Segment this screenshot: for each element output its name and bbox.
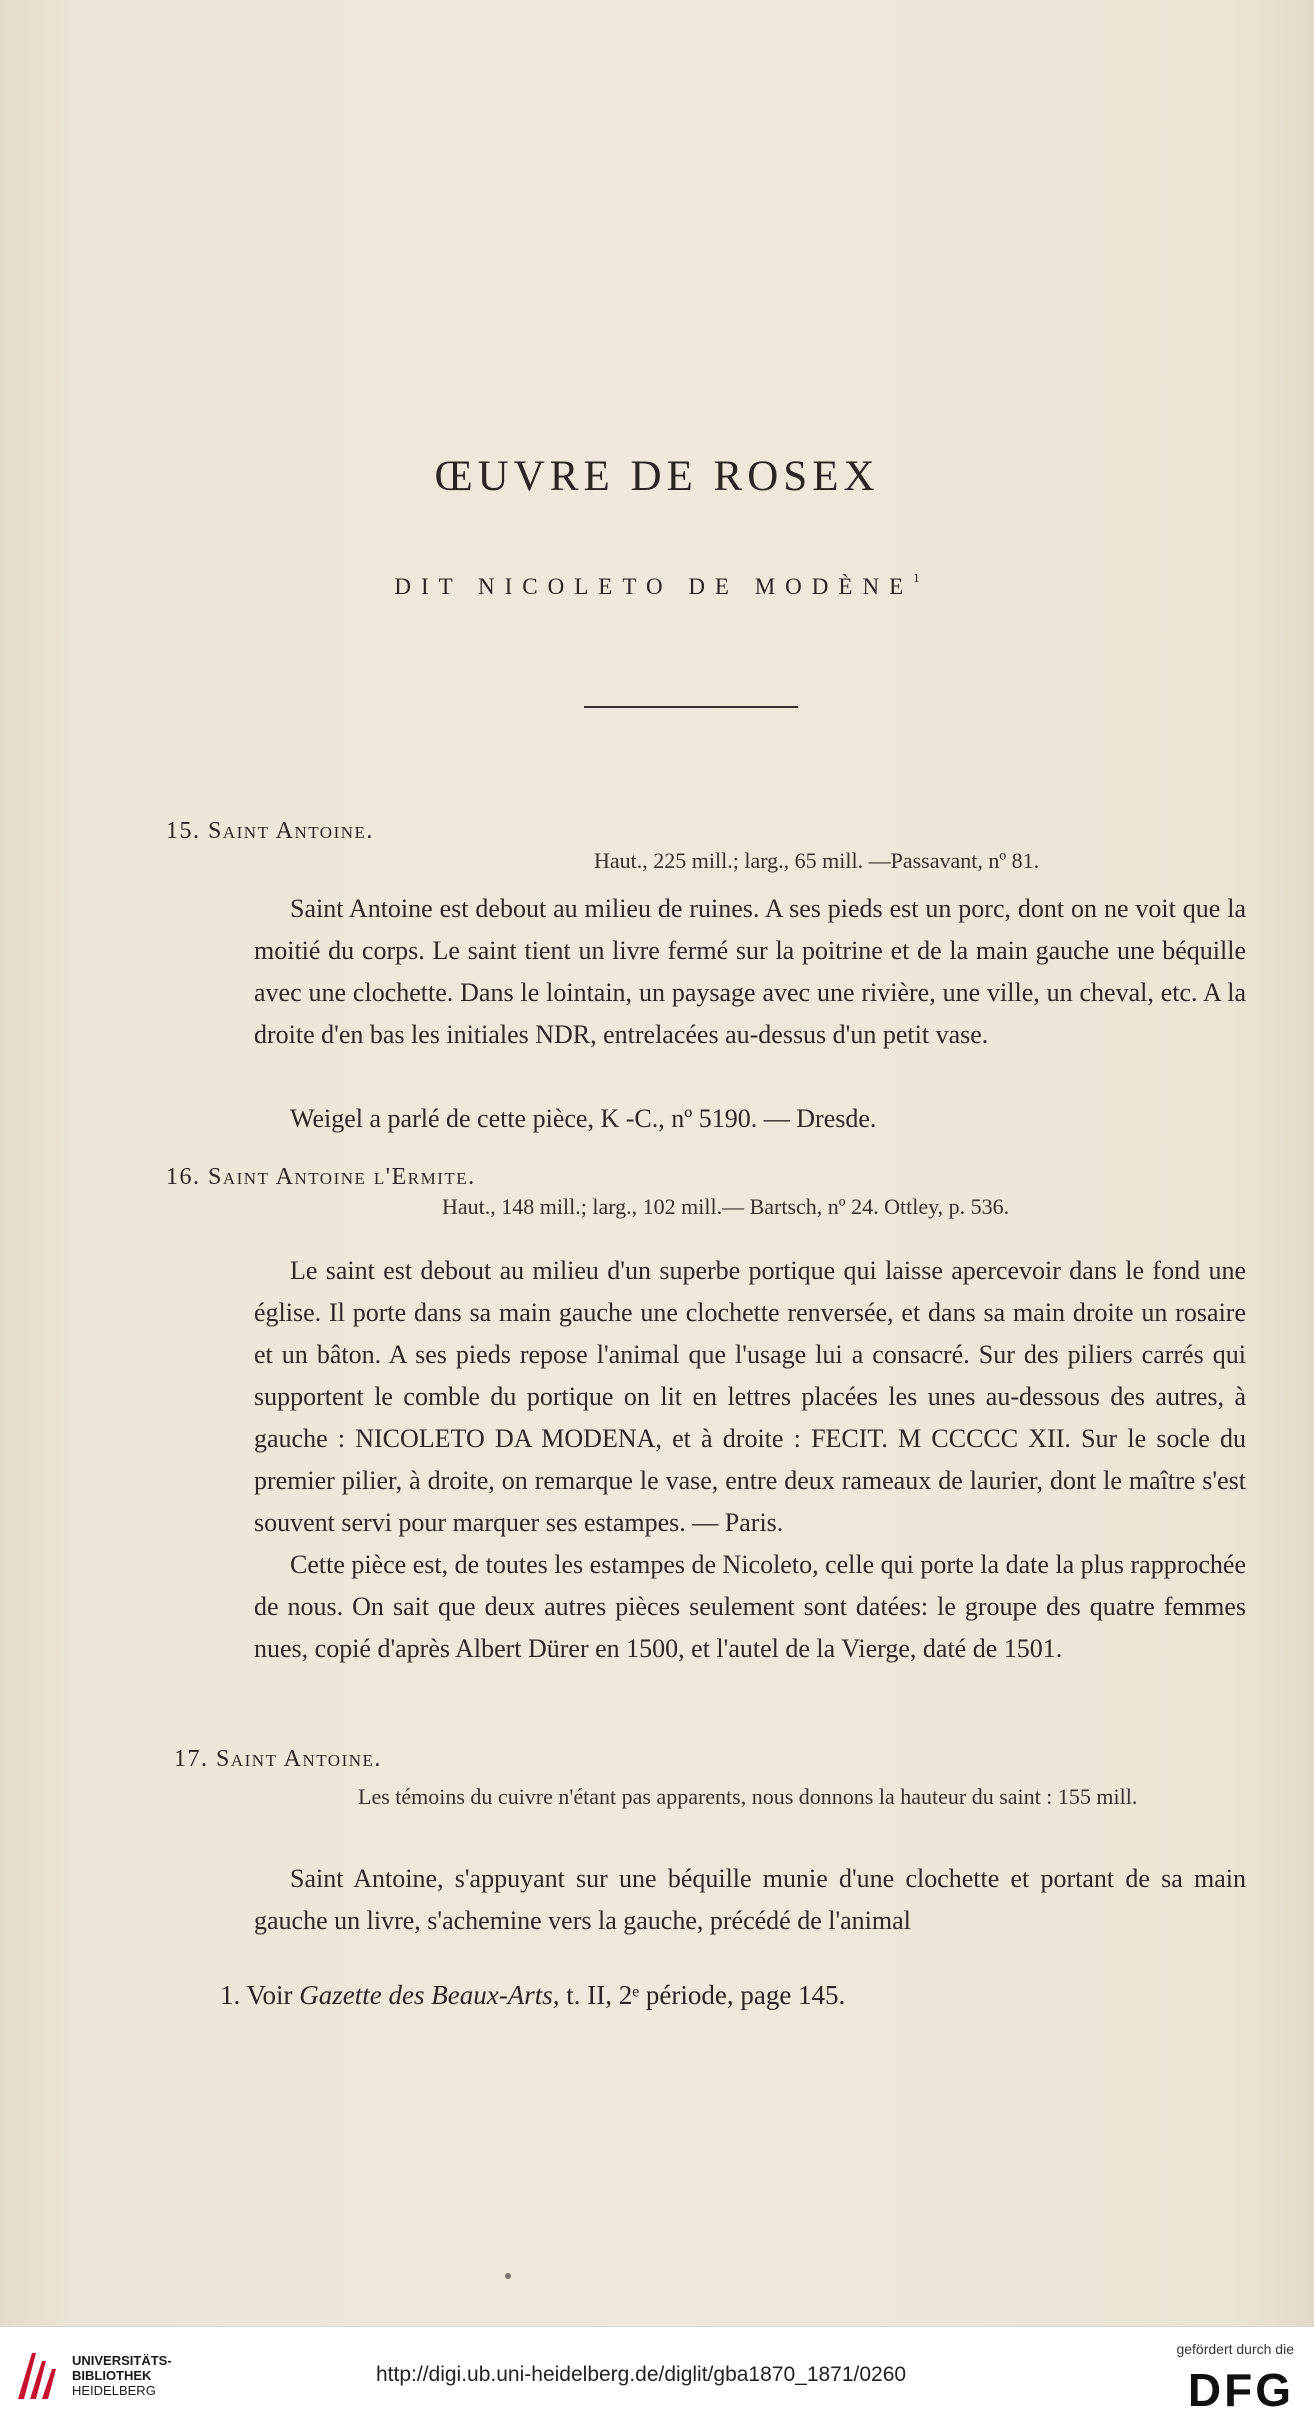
entry-meta: Haut., 225 mill.; larg., 65 mill. —Passavant, nº 81.	[594, 848, 1040, 873]
entry-meta: Haut., 148 mill.; larg., 102 mill.— Bartsch, nº 24. Ottley, p. 536.	[442, 1194, 1010, 1219]
library-name-line: UNIVERSITÄTS-	[72, 2353, 172, 2368]
footnote-journal: Gazette des Beaux-Arts,	[299, 1980, 560, 2010]
page-title: ŒUVRE DE ROSEX	[434, 453, 880, 500]
entry-paragraph: Weigel a parlé de cette pièce, K -C., nº 5190. — Dresde.	[290, 1104, 877, 1133]
entry-heading: 17. Saint Antoine.	[174, 1746, 382, 1772]
library-name-line: HEIDELBERG	[72, 2383, 156, 2398]
footnote	[220, 1980, 845, 2011]
entry-heading: 16. Saint Antoine l'Ermite.	[166, 1164, 476, 1190]
subtitle-footnote-ref: 1	[913, 570, 920, 585]
entry-heading: 15. Saint Antoine.	[166, 818, 374, 844]
funder-label: gefördert durch die	[1176, 2341, 1294, 2357]
entry-paragraph: Cette pièce est, de toutes les estampes de Nicoleto, celle qui porte la date la plus rapprochée de nous. On sait que deux autres pièces seulement sont datées: le groupe des quatre femmes nues, copié d'après Albert Dürer en 1500, et l'autel de la Vierge, daté de 1501.	[254, 1550, 1246, 1663]
subtitle-text: DIT NICOLETO DE MODÈNE	[394, 574, 914, 599]
title-divider	[584, 706, 798, 708]
page-mark	[505, 2273, 511, 2279]
entry-paragraph: Le saint est debout au milieu d'un superbe portique qui laisse apercevoir dans le fond une église. Il porte dans sa main gauche une clochette renversée, et dans sa main droite un rosaire et un bâton. A ses pieds repose l'animal que l'usage lui a consacré. Sur des piliers carrés qui supportent le comble du portique on lit en lettres placées les unes au-dessous des autres, à gauche : NICOLETO DA MODENA, et à droite : FECIT. M CCCCC XII. Sur le socle du premier pilier, à droite, on remarque le vase, entre deux rameaux de laurier, dont le maître s'est souvent servi pour marquer ses estampes. — Paris.	[254, 1256, 1246, 1537]
footnote-rest: t. II, 2ᵉ période, page 145.	[566, 1980, 846, 2010]
page-subtitle	[0, 570, 1314, 600]
library-name-line: BIBLIOTHEK	[72, 2368, 152, 2383]
entry-paragraph: Saint Antoine est debout au milieu de ruines. A ses pieds est un porc, dont on ne voit que la moitié du corps. Le saint tient un livre fermé sur la poitrine et de la main gauche une béquille avec une clochette. Dans le lointain, un paysage avec une rivière, une ville, un cheval, etc. A la droite d'en bas les initiales NDR, entrelacées au-dessus d'un petit vase.	[254, 894, 1246, 1049]
permalink-url[interactable]: http://digi.ub.uni-heidelberg.de/diglit/gba1870_1871/0260	[376, 2363, 907, 2386]
footnote-prefix: Voir	[246, 1980, 293, 2010]
dfg-logo: DFG	[1187, 2364, 1294, 2416]
library-name	[72, 2353, 172, 2398]
entry-paragraph: Saint Antoine, s'appuyant sur une béquille munie d'une clochette et portant de sa main gauche un livre, s'achemine vers la gauche, précédé de l'animal	[254, 1864, 1246, 1935]
footnote-number: 1.	[220, 1980, 241, 2010]
digitization-footer	[0, 2326, 1314, 2421]
library-logo-icon	[14, 2347, 66, 2408]
entry-meta: Les témoins du cuivre n'étant pas apparents, nous donnons la hauteur du saint : 155 mill.	[358, 1784, 1138, 1809]
